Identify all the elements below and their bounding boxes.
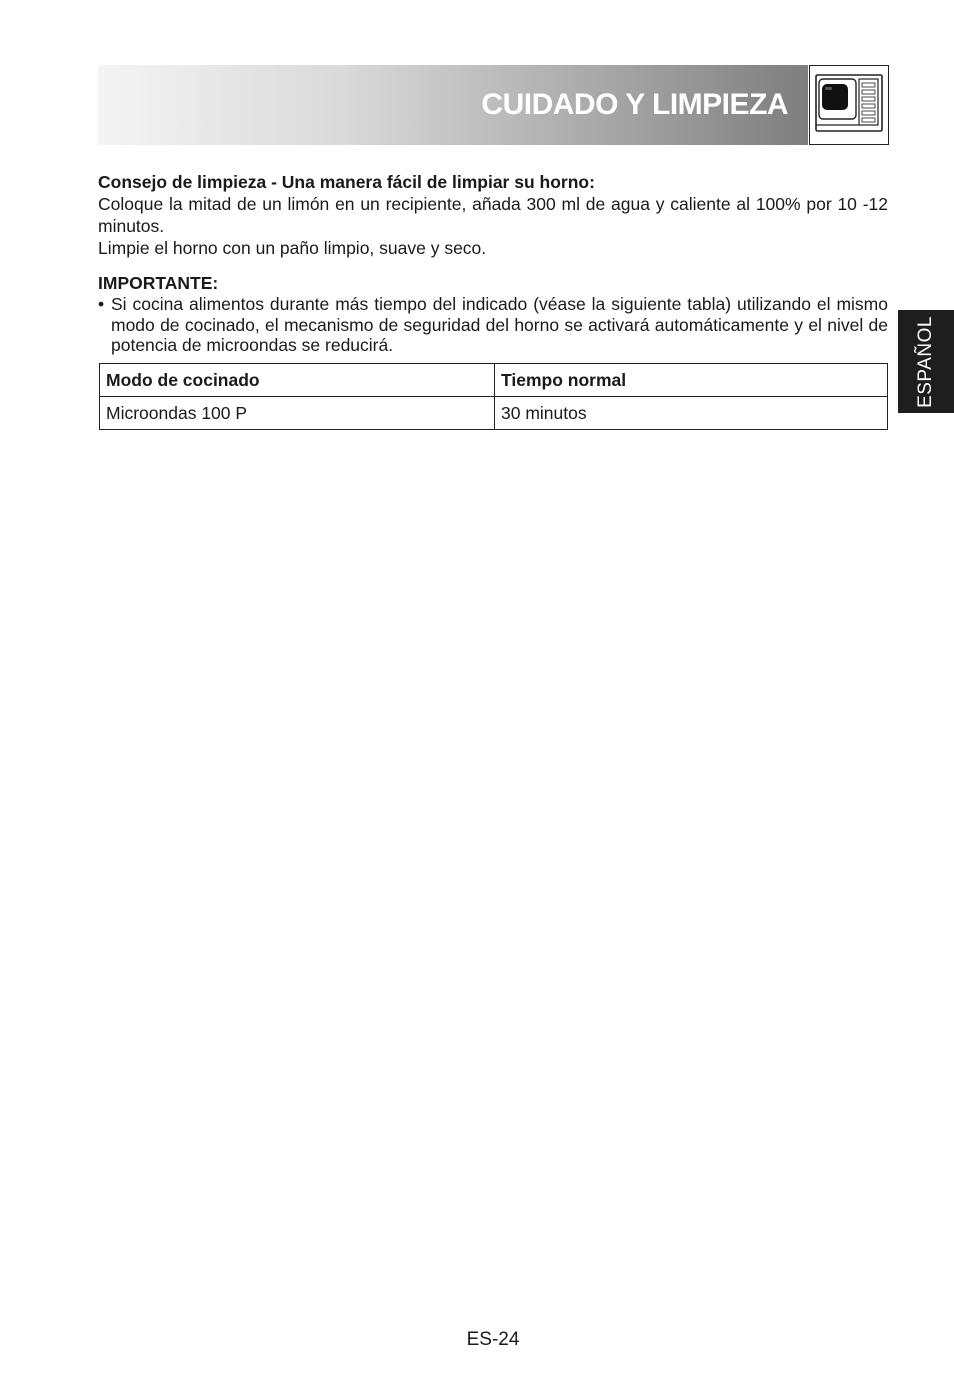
important-bullet [98,294,888,356]
table-header-row [100,364,888,397]
page-content [98,171,888,356]
table-cell-time: 30 minutos [495,397,888,430]
page-number: ES-24 [466,1329,520,1350]
microwave-icon [809,65,889,145]
section-header-bar [98,65,808,145]
table-header-mode: Modo de cocinado [100,364,495,397]
table-cell-mode: Microondas 100 P [100,397,495,430]
tip-wipe-instruction: Limpie el horno con un paño limpio, suave y seco. [98,238,487,258]
section-title: CUIDADO Y LIMPIEZA [481,88,788,121]
tip-heading: Consejo de limpieza - Una manera fácil de limpiar su horno: [98,172,595,192]
tip-instruction: Coloque la mitad de un limón en un recipiente, añada 300 ml de agua y caliente al 100% por 10 -12 minutos. [98,194,888,236]
important-bullet-text: Si cocina alimentos durante más tiempo del indicado (véase la siguiente tabla) utilizando el mismo modo de cocinado, el mecanismo de seguridad del horno se activará automáticamente y el nivel de potencia de microondas se reducirá. [111,294,888,355]
table-header-time: Tiempo normal [495,364,888,397]
important-heading: IMPORTANTE: [98,273,219,293]
language-tab [898,310,954,413]
language-tab-label: ESPAÑOL [915,315,936,408]
bullet-mark: • [98,294,105,314]
table-row [100,397,888,430]
cooking-mode-table [99,363,888,430]
